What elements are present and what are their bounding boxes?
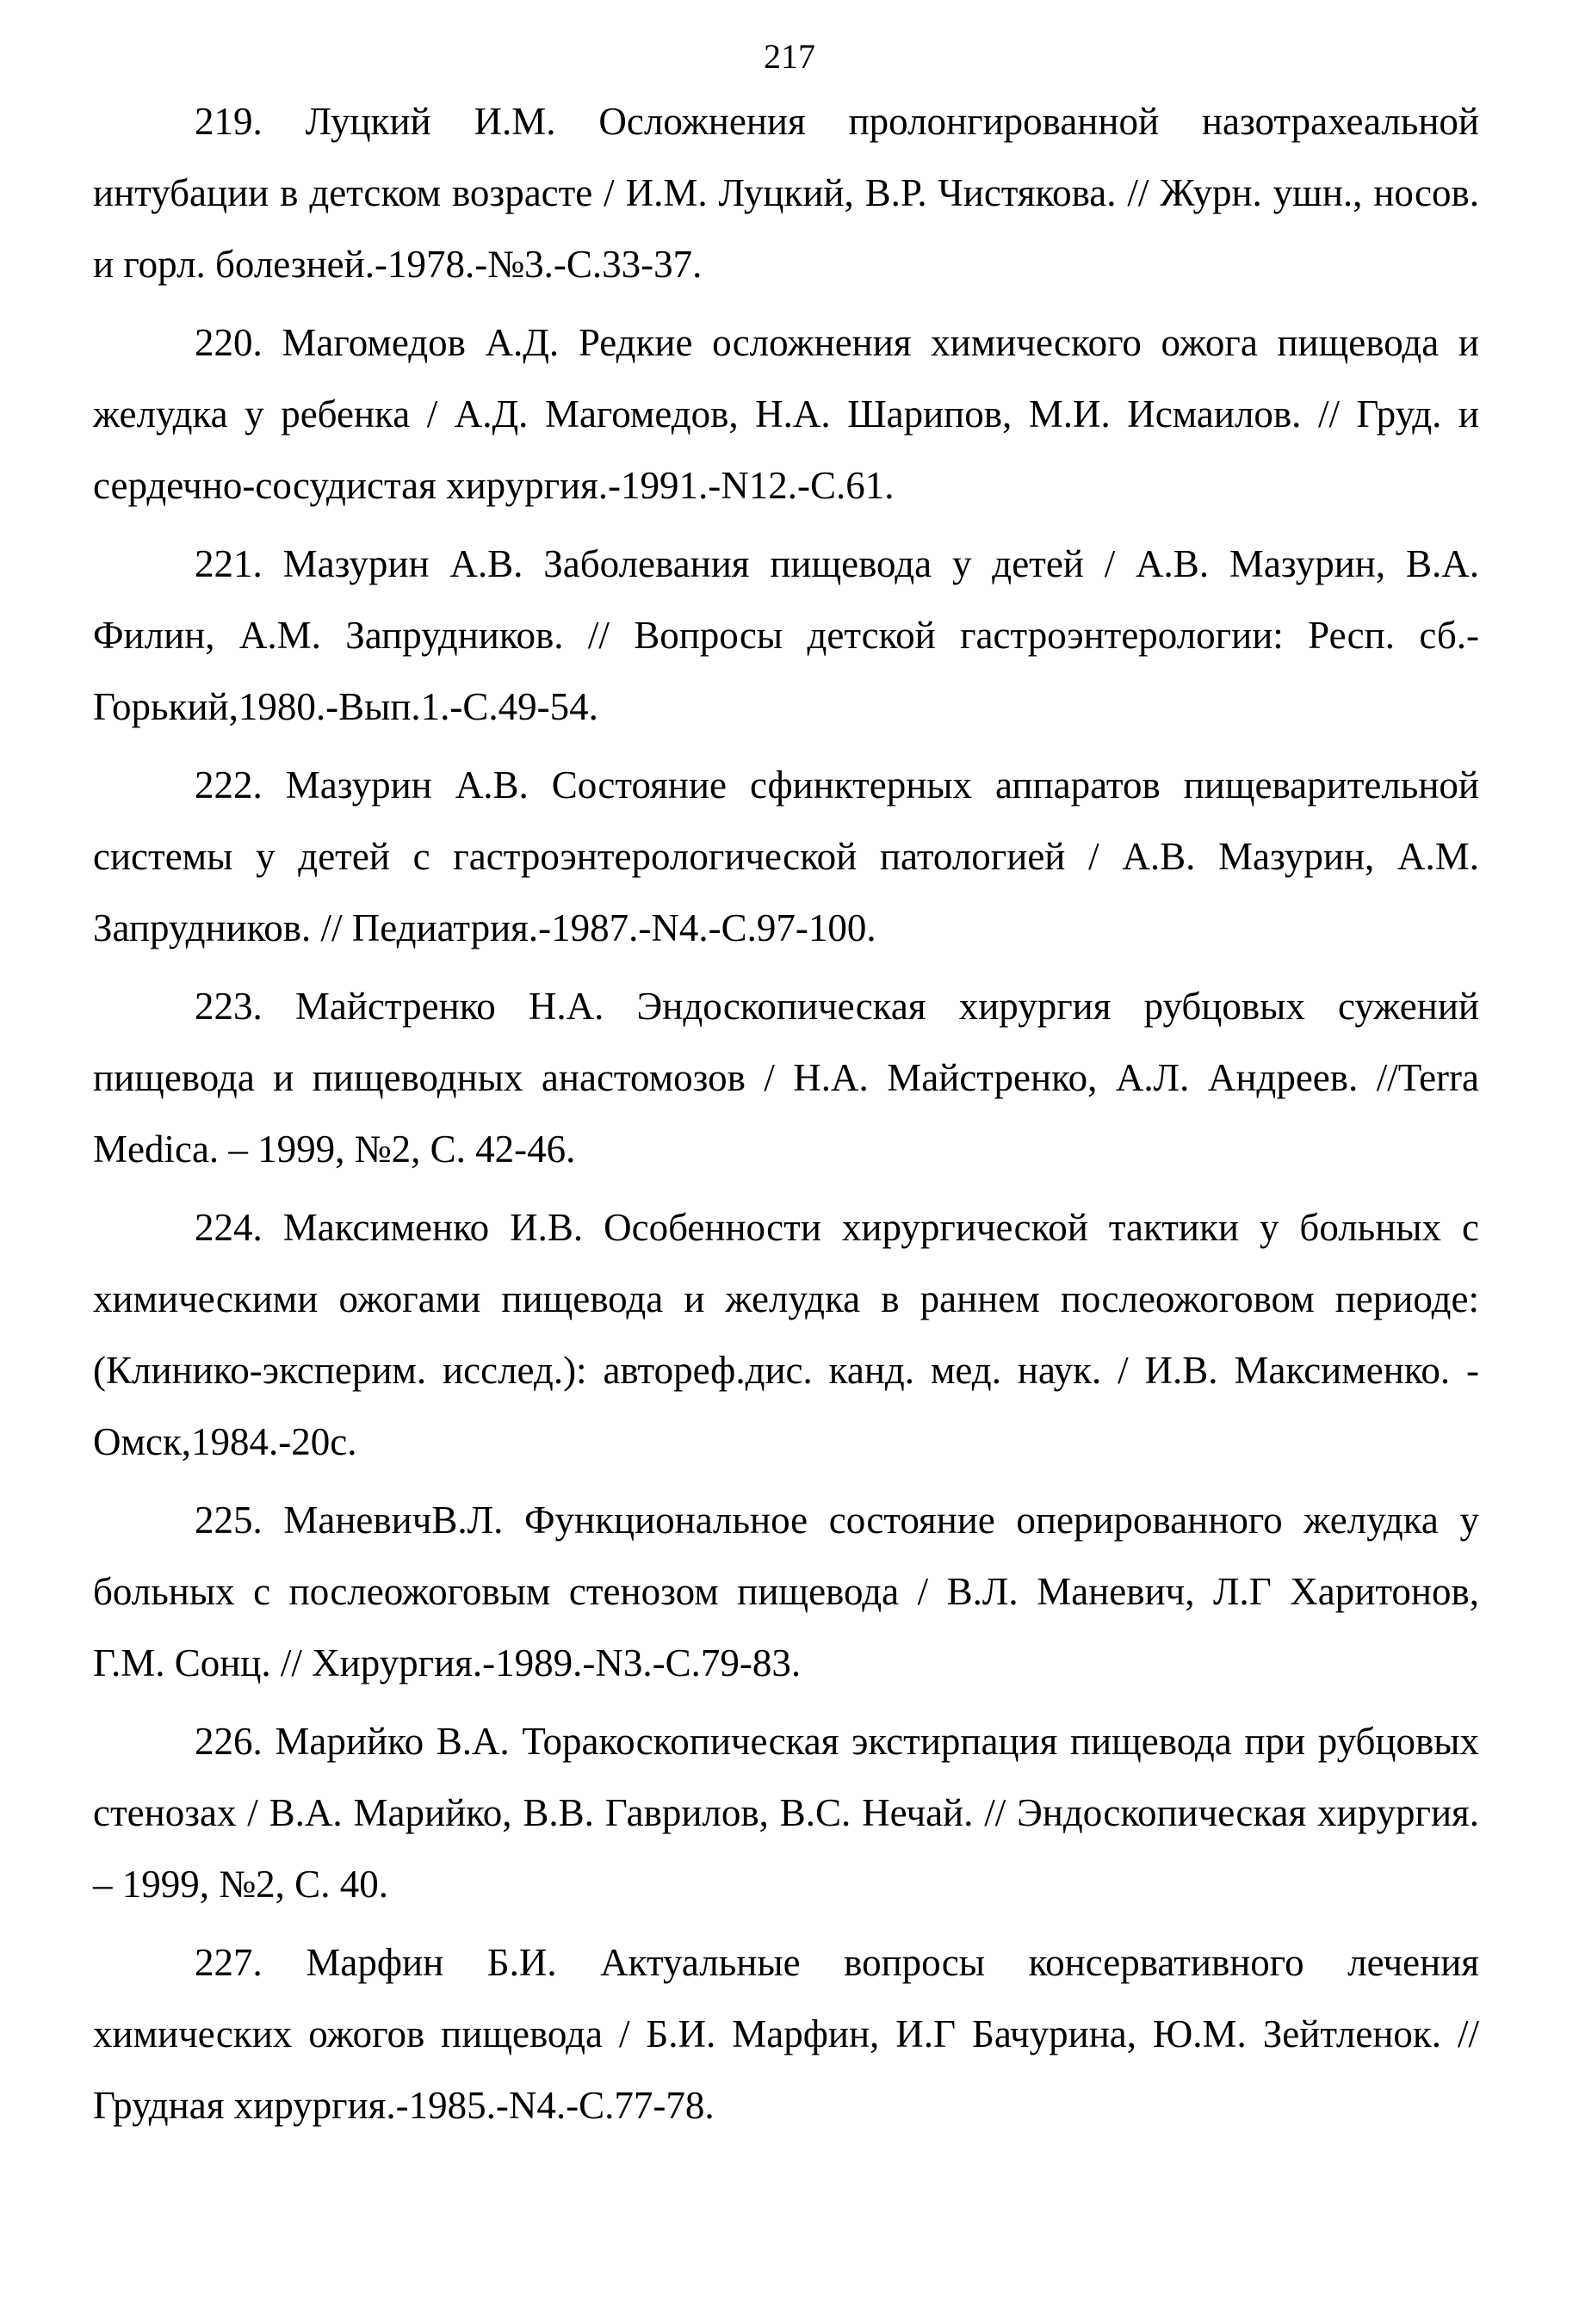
reference-item-225: 225. МаневичВ.Л. Функциональное состояние оперированного желудка у больных с послеожоговым стенозом пищевода / В.Л. Маневич, Л.Г Харитонов, Г.М. Сонц. // Хирургия.-1989.-N3.-С.79-83. [93,1499,1479,1684]
reference-item-222: 222. Мазурин А.В. Состояние сфинктерных аппаратов пищеварительной системы у детей с гастроэнтерологической патологией / А.В. Мазурин, А.М. Запрудников. // Педиатрия.-1987.-N4.-С.97-100. [93,763,1479,949]
reference-list [93,86,1479,2148]
reference-item-226: 226. Марийко В.А. Торакоскопическая экстирпация пищевода при рубцовых стенозах / В.А. Марийко, В.В. Гаврилов, В.С. Нечай. // Эндоскопическая хирургия. – 1999, №2, С. 40. [93,1720,1479,1906]
reference-item-223: 223. Майстренко Н.А. Эндоскопическая хирургия рубцовых сужений пищевода и пищеводных анастомозов / Н.А. Майстренко, А.Л. Андреев. //Terra Medica. – 1999, №2, С. 42-46. [93,985,1479,1171]
reference-item-221: 221. Мазурин А.В. Заболевания пищевода у детей / А.В. Мазурин, В.А. Филин, А.М. Запрудников. // Вопросы детской гастроэнтерологии: Респ. сб.- Горький,1980.-Вып.1.-С.49-54. [93,542,1479,728]
page-number: 217 [764,37,815,76]
reference-item-224: 224. Максименко И.В. Особенности хирургической тактики у больных с химическими ожогами пищевода и желудка в раннем послеожоговом периоде:(Клинико-эксперим. исслед.): автореф.дис. канд. мед. наук. / И.В. Максименко. - Омск,1984.-20с. [93,1206,1479,1463]
reference-item-227: 227. Марфин Б.И. Актуальные вопросы консервативного лечения химических ожогов пищевода / Б.И. Марфин, И.Г Бачурина, Ю.М. Зейтленок. // Грудная хирургия.-1985.-N4.-С.77-78. [93,1941,1479,2127]
reference-item-220: 220. Магомедов А.Д. Редкие осложнения химического ожога пищевода и желудка у ребенка / А.Д. Магомедов, Н.А. Шарипов, М.И. Исмаилов. // Груд. и сердечно-сосудистая хирургия.-1991.-N12.-С.61. [93,321,1479,507]
reference-item-219: 219. Луцкий И.М. Осложнения пролонгированной назотрахеальной интубации в детском возрасте / И.М. Луцкий, В.Р. Чистякова. // Журн. ушн., носов. и горл. болезней.-1978.-№3.-С.33-37. [93,100,1479,286]
